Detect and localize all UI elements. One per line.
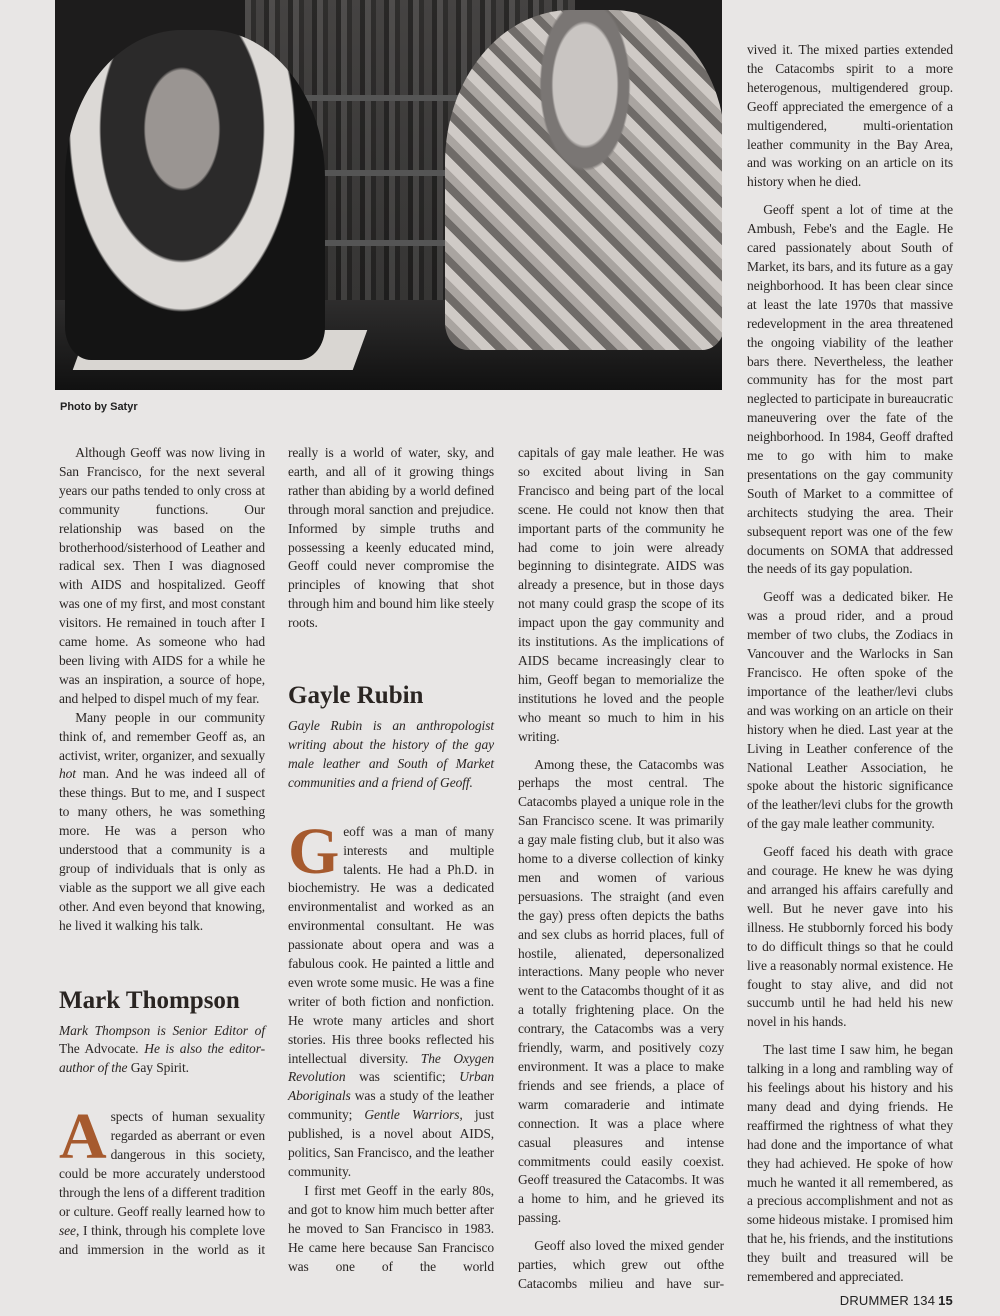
paragraph [518,444,724,747]
text-run: . [185,1060,189,1076]
column-1-top [59,444,265,936]
text-run: Geoff was a dedicated biker. He was a proud rider, and a proud member of two clubs, the Zodiacs in Vancouver and the Warlocks in San Francisco. He often spoke of the importance of the leather/levi clubs and was working on an article on their history when he died. Last year at the Living in Leather conference of the National Leather Association, he spoke about the historic significance of the leather/levi clubs for the growth of the gay male leather community. [747,589,953,832]
paragraph [747,588,953,834]
text-run: The last time I saw him, he began talking in a long and rambling way of his feelings about his history and his many dead and dying friends. He reaffirmed the rightness of what they had done and the importance of what they had achieved. He spoke of how much he wanted it all remembered, as a precious accomplishment and not as some hideous mistake. I promised him that he, his friends, and the institutions they built and treasured will be remembered and appreciated. [747,1042,953,1285]
text-run: Geoff also loved the mixed gender parties, which grew out ofthe Catacombs milieu and have sur- [518,1238,724,1291]
paragraph [59,444,265,709]
text-run: Gay Spirit [130,1060,186,1076]
text-run: vived it. The mixed parties extended the Catacombs spirit to a more heterogenous, multigendered group. Geoff appreciated the emergence of a multigendered, multi-orientation leather community in the Bay Area, and was working on an article on its history when he died. [747,42,953,190]
text-run: Gentle Warriors, [364,1107,463,1123]
text-run: Although Geoff was now living in San Francisco, for the next several years our paths tended to only cross at community functions. Our relationship was based on the brotherhood/sisterhood of Leather and radical sex. Then I was diagnosed with AIDS and hospitalized. Geoff was one of my first, and most constant visitors. He remained in touch after I came home. As someone who had been living with AIDS for a while he was an inspiration, a source of hope, and helped to dispel much of my fear. [59,445,265,706]
text-run: Gayle Rubin is an anthropologist writing about the history of the gay male leather and South of Market communities and a friend of Geoff. [288,718,494,790]
paragraph [288,1182,494,1277]
paragraph [518,756,724,1229]
paragraph [518,1237,724,1294]
text-run: see [59,1222,76,1238]
paragraph [747,1041,953,1287]
photo [55,0,722,390]
column-3-text [518,444,724,1294]
text-run: spects of human sexuality regarded as aberrant or even dangerous in this society, could be more accurately understood through the lens of a different tradition or culture. Geoff really learned how to [59,1109,265,1219]
text-run: Mark Thompson is Senior Editor of [59,1022,265,1038]
text-run: Geoff spent a lot of time at the Ambush, Febe's and the Eagle. He cared passionately about South of Market, its bars, and its future as a gay neighborhood. It has been clear since at least the late 1970s that massive redevelopment in the area threatened the ongoing viability of the leather bars there. Nevertheless, the leather community has for the most part neglected to participate in bureaucratic maneuvering over the fate of the neighborhood. In 1984, Geoff drafted me to go with him to make presentations on the gay community South of Market to a committee of architects studying the area. Their subsequent report was one of the few documents on SOMA that addressed the needs of its gay population. [747,202,953,577]
section-heading: Gayle Rubin [288,682,424,710]
paragraph [747,41,953,192]
page-footer [747,1293,953,1308]
person-right [445,10,722,350]
text-run: man. And he was indeed all of these things. But to me, and I suspect to many others, he was something more. He was a person who understood that a community is a group of individuals that is only as viable as the support we all give each other. And even beyond that knowing, he lived it walking his talk. [59,766,265,933]
text-run: capitals of gay male leather. He was so excited about living in San Francisco and being part of the local scene. He could not know then that important parts of the community he had come to join were already beginning to disintegrate. AIDS was already a presence, but in those days not many could grasp the scope of its impact upon the gay community and its institutions. As the implications of AIDS became increasingly clear to him, Geoff began to memorialize the institutions he loved and the people who meant so much to him in his writing. [518,445,724,744]
author-bio [288,717,494,793]
text-run: just published, is a novel about AIDS, politics, San Francisco, and the leather community. [288,1107,494,1179]
text-run: hot [59,766,76,782]
text-run: Urban Aboriginals [288,1069,494,1104]
column-1 [59,444,265,1260]
text-run: eoff was a man of many interests and multiple talents. He had a Ph.D. in biochemistry. He was a dedicated environmentalist and worked as an environmental consultant. He was passionate about opera and was a fabulous cook. He painted a little and even wrote some music. He was a fine writer of both fiction and nonfiction. He wrote many articles and short stories. His three books reflected his intellectual diversity. [288,823,494,1066]
text-run: really is a world of water, sky, and earth, and all of it growing things rather than abiding by a world defined through moral sanction and prejudice. Informed by simple truths and possessing a keenly educated mind, Geoff could never compromise the principles of knowing that shot through him and bound him like steely roots. [288,445,494,631]
text-run: was a study of the leather community; [288,1088,494,1123]
column-4-text [747,41,953,1287]
paragraph [288,444,494,633]
paragraph [747,843,953,1032]
text-run: The Oxygen Revolution [288,1050,494,1085]
column-2 [288,444,494,1276]
column-3 [518,444,724,1294]
drop-cap: A [59,1100,107,1174]
text-run: was scientific; [345,1069,460,1085]
paragraph [747,201,953,579]
column-4 [747,41,953,1308]
text-run: , I think, through his complete love and immersion in the world as it [59,1222,265,1257]
section-heading: Mark Thompson [59,986,240,1014]
column-1-mark-thompson [59,986,265,1260]
text-run: Among these, the Catacombs was perhaps the most central. The Catacombs played a unique role in the San Francisco scene. It was primarily a gay male fisting club, but it also was home to a diverse collection of kinky men and women of various persuasions. The straight (and even the gay) press often depicts the baths and sex clubs as horrid places, full of hostile, alienated, depersonalized interactions. Many people who never went to the Catacombs thought of it as a totally frightening place. On the contrary, the Catacombs was a very friendly, warm, and positively cozy environment. It was a place to make friends and see friends, a place of warm comaraderie and intimate connection. It was a place where casual pleasures and intense commitments could easily coexist. Geoff treasured the Catacombs. It was a home to him, and he grieved its passing. [518,756,724,1226]
paragraph [59,709,265,936]
paragraph [288,814,494,1182]
text-run: Many people in our community think of, and remember Geoff as, an activist, writer, organizer, and sexually [59,709,265,763]
paragraph [59,1100,265,1259]
author-bio [59,1022,265,1079]
text-run: The Advocate [59,1041,136,1057]
column-2-top [288,444,494,633]
text-run: I first met Geoff in the early 80s, and got to know him much better after he moved to San Francisco in 1983. He came here because San Francisco was one of the world [288,1182,494,1274]
text-run: . He is also the editor-author of the [59,1041,265,1076]
text-run: Geoff faced his death with grace and courage. He knew he was dying and arranged his affairs carefully and well. But he never gave into his illness. He stubbornly forced his body to do difficult things so that he could live a reasonably normal existence. He fought to stay alive, and did not succumb until he had held his new novel in his hands. [747,844,953,1030]
photo-caption: Photo by Satyr [60,401,138,413]
page-number: 15 [938,1293,953,1308]
column-2-gayle-rubin [288,681,494,1276]
magazine-issue: DRUMMER 134 [839,1293,936,1308]
person-left [65,30,325,360]
drop-cap: G [288,814,340,888]
